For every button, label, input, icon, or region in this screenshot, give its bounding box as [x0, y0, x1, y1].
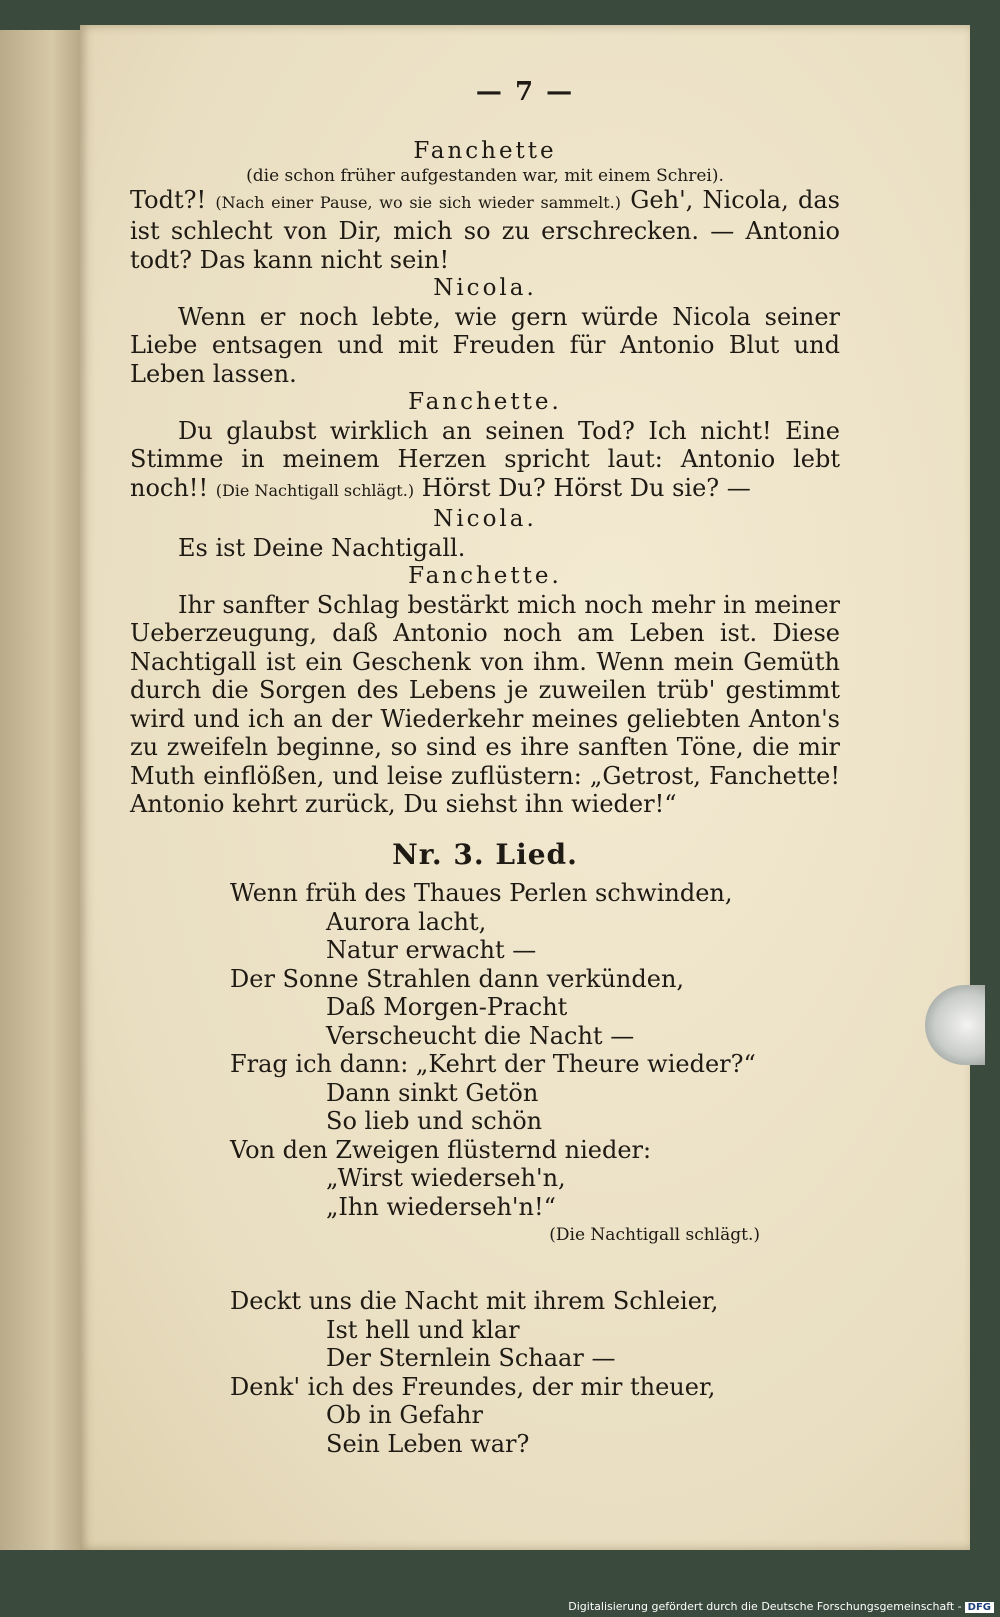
credit-text: Digitalisierung gefördert durch die Deutsche Forschungsgemeinschaft - [568, 1600, 962, 1613]
dialogue-text: Wenn er noch lebte, wie gern würde Nicola seiner Liebe entsagen und mit Freuden für Antonio Blut und Leben lassen. [130, 302, 840, 388]
speaker-name: Nicola. [433, 275, 537, 301]
page-number: — 7 — [475, 77, 575, 107]
speaker-name: Fanchette [413, 138, 557, 164]
verse-line: Aurora lacht, [326, 907, 487, 936]
verse-line: So lieb und schön [326, 1107, 543, 1135]
speaker-name: Nicola. [433, 506, 537, 532]
verse-line: Der Sternlein Schaar — [326, 1344, 616, 1372]
verse-line: Ist hell und klar [326, 1315, 520, 1344]
verse-line: Frag ich dann: „Kehrt der Theure wieder?“ [230, 1050, 756, 1078]
verse-line: Der Sonne Strahlen dann verkünden, [230, 964, 685, 993]
book-page [80, 25, 970, 1550]
verse-line: Von den Zweigen flüsternd nieder: [230, 1135, 652, 1164]
dialogue-section [130, 137, 840, 819]
dialogue-text: Ihr sanfter Schlag bestärkt mich noch mehr in meiner Ueberzeugung, daß Antonio noch am Leben ist. Diese Nachtigall ist ein Geschenk von ihm. Wenn mein Gemüth durch die Sorgen des Lebens je zuweilen trüb' gestimmt wird und ich an der Wiederkehr meines geliebten Anton's zu zweifeln beginne, so sind es ihre sanften Töne, die mir Muth einflößen, und leise zuflüstern: „Getrost, Fanchette! Antonio kehrt zurück, Du siehst ihn wieder!“ [130, 590, 840, 818]
dialogue-text: Du glaubst wirklich an seinen Tod? Ich nicht! Eine Stimme in meinem Herzen spricht laut: Antonio lebt noch!! [130, 416, 840, 502]
verse-line: Verscheucht die Nacht — [326, 1021, 635, 1050]
song-heading: Nr. 3. Lied. [392, 837, 578, 871]
dialogue-paragraph [130, 186, 840, 275]
inline-stage-direction: (Nach einer Pause, wo sie sich wieder sammelt.) [215, 192, 621, 212]
page-text [130, 137, 840, 1458]
verse-line: „Ihn wiederseh'n!“ [326, 1192, 556, 1221]
dialogue-text: Es ist Deine Nachtigall. [178, 533, 466, 562]
verse-line: Sein Leben war? [326, 1429, 530, 1458]
song-stanza-1 [130, 879, 840, 1221]
dialogue-text: Todt?! [130, 185, 216, 214]
verse-line: Denk' ich des Freundes, der mir theuer, [230, 1372, 716, 1401]
inline-stage-direction: (Die Nachtigall schlägt.) [215, 480, 415, 500]
dialogue-text: Geh', Nicola, das ist schlecht von Dir, mich so zu erschrecken. — Antonio todt? Das kann nicht sein! [130, 185, 840, 274]
stage-direction: (Die Nachtigall schlägt.) [549, 1225, 760, 1245]
speaker-name: Fanchette. [408, 389, 562, 415]
verse-line: Wenn früh des Thaues Perlen schwinden, [230, 879, 733, 907]
digitization-credit [568, 1600, 994, 1613]
stage-direction: (die schon früher aufgestanden war, mit einem Schrei). [246, 165, 724, 186]
verse-line: Deckt uns die Nacht mit ihrem Schleier, [230, 1287, 719, 1315]
dfg-logo: DFG [965, 1602, 994, 1613]
dialogue-paragraph [130, 303, 840, 389]
song-stanza-2 [130, 1287, 840, 1458]
dialogue-paragraph [130, 417, 840, 506]
speaker-name: Fanchette. [408, 563, 562, 589]
stanza-gap [130, 1251, 840, 1287]
dialogue-paragraph [130, 591, 840, 819]
verse-line: „Wirst wiederseh'n, [326, 1164, 566, 1192]
dialogue-paragraph [130, 534, 840, 563]
verse-line: Daß Morgen-Pracht [326, 993, 568, 1021]
verse-line: Dann sinkt Getön [326, 1078, 539, 1107]
verse-line: Natur erwacht — [326, 936, 537, 964]
verse-line: Ob in Gefahr [326, 1401, 483, 1429]
dialogue-text: Hörst Du? Hörst Du sie? — [414, 473, 751, 502]
